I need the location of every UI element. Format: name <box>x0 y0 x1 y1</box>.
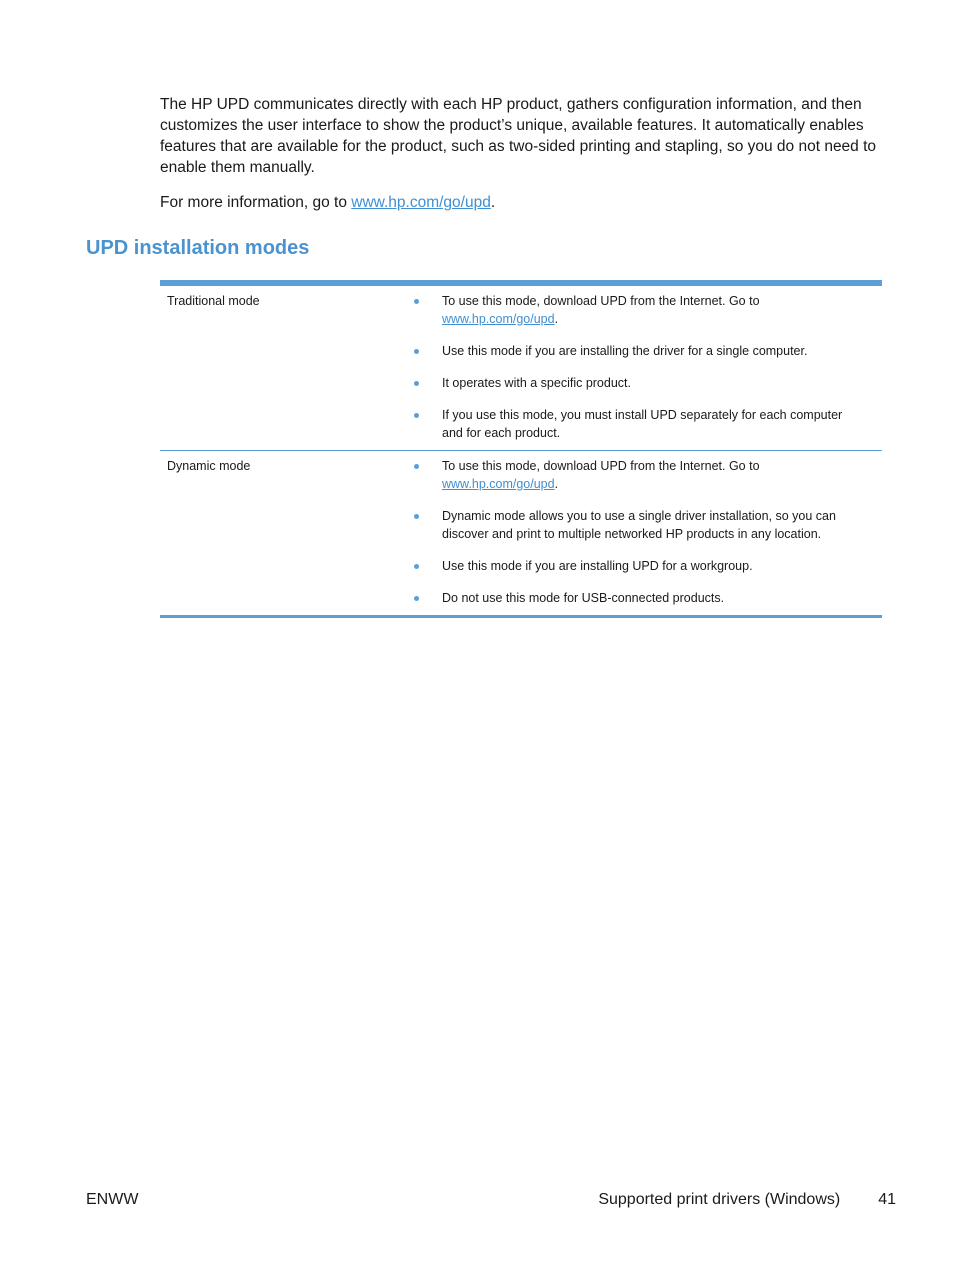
bullet-text: Dynamic mode allows you to use a single driver installation, so you can discover and print to multiple networked HP products in any location. <box>442 509 836 541</box>
more-info-prefix: For more information, go to <box>160 194 352 211</box>
list-item <box>407 457 882 493</box>
more-info-line <box>160 192 495 213</box>
mode-name: Dynamic mode <box>167 459 251 473</box>
table-row-dynamic-mode <box>160 450 882 615</box>
bullet-suffix: . <box>554 477 559 491</box>
bullet-icon <box>414 596 419 601</box>
bullet-text: Use this mode if you are installing the driver for a single computer. <box>442 344 808 358</box>
list-item <box>407 557 882 575</box>
bullet-icon <box>414 514 419 519</box>
list-item <box>407 342 882 360</box>
bullet-icon <box>414 564 419 569</box>
page-number: 41 <box>878 1191 896 1208</box>
list-item <box>407 507 882 543</box>
bullet-icon <box>414 299 419 304</box>
mode-name: Traditional mode <box>167 294 260 308</box>
mode-bullet-list <box>407 292 882 442</box>
bullet-text: Use this mode if you are installing UPD for a workgroup. <box>442 559 753 573</box>
bullet-text: It operates with a specific product. <box>442 376 631 390</box>
list-item <box>407 406 882 442</box>
footer-section-title: Supported print drivers (Windows) <box>598 1191 841 1208</box>
bullet-icon <box>414 464 419 469</box>
upd-link[interactable]: www.hp.com/go/upd <box>442 312 555 326</box>
bullet-icon <box>414 349 419 354</box>
list-item <box>407 374 882 392</box>
bullet-icon <box>414 413 419 418</box>
list-item <box>407 292 882 328</box>
list-item <box>407 589 882 607</box>
upd-link[interactable]: www.hp.com/go/upd <box>442 477 555 491</box>
footer-page-info <box>598 1189 896 1211</box>
mode-bullet-list <box>407 457 882 607</box>
bullet-suffix: . <box>554 312 559 326</box>
bullet-text: To use this mode, download UPD from the Internet. Go to <box>442 459 760 473</box>
bullet-text: If you use this mode, you must install UPD separately for each computer and for each product. <box>442 408 843 440</box>
section-heading: UPD installation modes <box>86 237 310 259</box>
footer-doc-id: ENWW <box>86 1191 139 1208</box>
more-info-suffix: . <box>490 194 496 211</box>
table-row-traditional-mode <box>160 286 882 450</box>
intro-paragraph: The HP UPD communicates directly with each HP product, gathers configuration information, and then customizes the user interface to show the product’s unique, available features. It automatically enables features that are available for the product, such as two-sided printing and stapling, so you do not need to enable them manually. <box>160 96 877 176</box>
bullet-text: Do not use this mode for USB-connected products. <box>442 591 725 605</box>
bullet-text: To use this mode, download UPD from the Internet. Go to <box>442 294 760 308</box>
installation-modes-table <box>160 280 882 618</box>
upd-link[interactable]: www.hp.com/go/upd <box>351 194 491 211</box>
bullet-icon <box>414 381 419 386</box>
